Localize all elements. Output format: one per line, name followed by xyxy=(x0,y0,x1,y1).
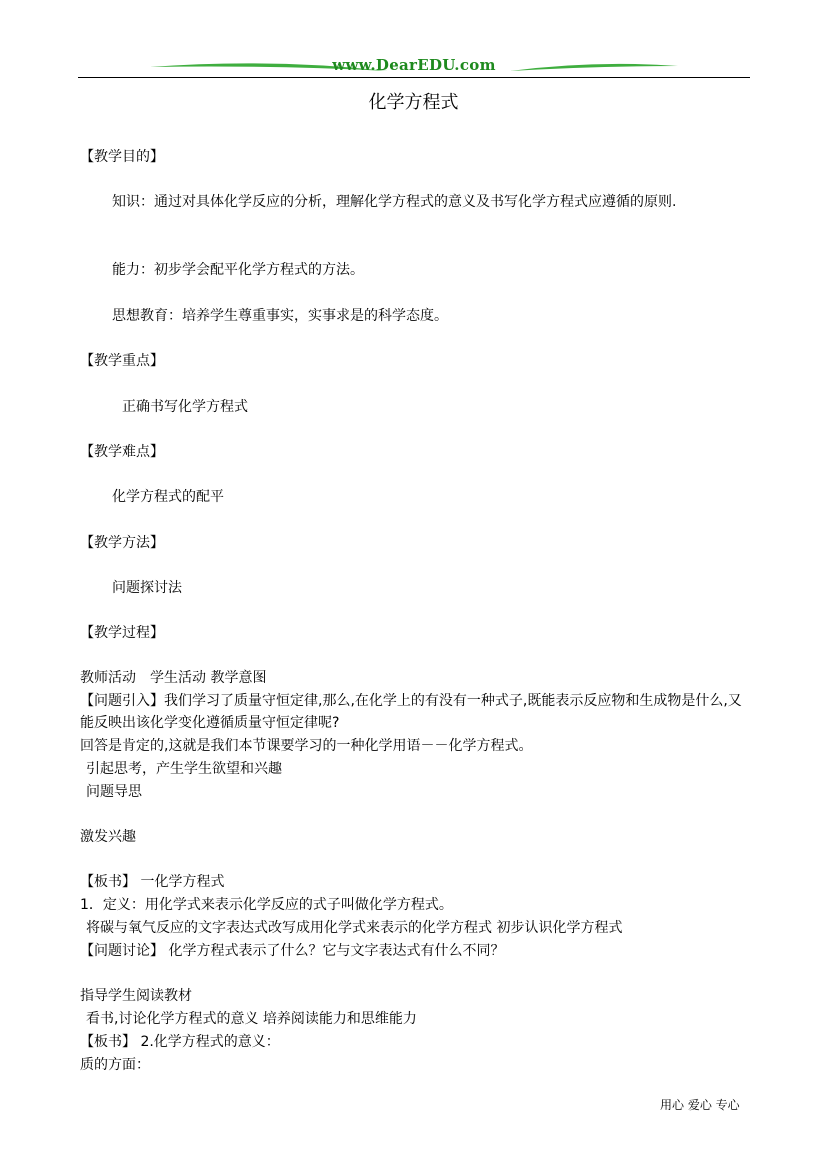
reading-text: 看书,讨论化学方程式的意义 培养阅读能力和思维能力 xyxy=(86,1011,417,1027)
process-columns-line: 教师活动 学生活动 教学意图 xyxy=(80,670,267,686)
answer-text: 回答是肯定的,这就是我们本节课要学习的一种化学用语－－化学方程式。 xyxy=(80,738,533,754)
key-points-heading: 【教学重点】 xyxy=(80,353,164,369)
method-text: 问题探讨法 xyxy=(112,580,182,596)
definition-text: 1．定义：用化学式来表示化学反应的式子叫做化学方程式。 xyxy=(80,897,453,913)
page-header xyxy=(78,56,750,80)
document-title: 化学方程式 xyxy=(368,92,459,113)
guide-intent: 问题导思 xyxy=(86,784,142,800)
discussion-text: 【问题讨论】 化学方程式表示了什么？它与文字表达式有什么不同？ xyxy=(80,943,505,959)
rewrite-text: 将碳与氧气反应的文字表达式改写成用化学式来表示的化学方程式 初步认识化学方程式 xyxy=(86,920,623,936)
footer-motto: 用心 爱心 专心 xyxy=(660,1098,740,1112)
difficulties-heading: 【教学难点】 xyxy=(80,444,164,460)
site-url[interactable]: www.DearEDU.com xyxy=(332,56,496,74)
objectives-heading: 【教学目的】 xyxy=(80,149,164,165)
header-rule xyxy=(78,77,750,78)
board-heading-2: 【板书】 2.化学方程式的意义： xyxy=(80,1034,280,1050)
board-heading-1: 【板书】 一化学方程式 xyxy=(80,874,225,890)
ideology-paragraph: 思想教育：培养学生尊重事实，实事求是的科学态度。 xyxy=(112,308,448,324)
problem-intro: 【问题引入】我们学习了质量守恒定律,那么,在化学上的有没有一种式子,既能表示反应物和生成物是什么,又能反映出该化学变化遵循质量守恒定律呢? xyxy=(80,693,742,731)
interest-intent: 激发兴趣 xyxy=(80,829,136,845)
difficulties-text: 化学方程式的配平 xyxy=(112,489,224,505)
guide-reading-text: 指导学生阅读教材 xyxy=(80,988,192,1004)
ability-paragraph: 能力：初步学会配平化学方程式的方法。 xyxy=(112,262,364,278)
thinking-intent: 引起思考，产生学生欲望和兴趣 xyxy=(86,761,282,777)
key-points-text: 正确书写化学方程式 xyxy=(122,399,248,415)
process-heading: 【教学过程】 xyxy=(80,625,164,641)
quality-aspect-text: 质的方面： xyxy=(80,1057,150,1073)
method-heading: 【教学方法】 xyxy=(80,535,164,551)
knowledge-paragraph: 知识：通过对具体化学反应的分析，理解化学方程式的意义及书写化学方程式应遵循的原则. xyxy=(112,194,677,210)
